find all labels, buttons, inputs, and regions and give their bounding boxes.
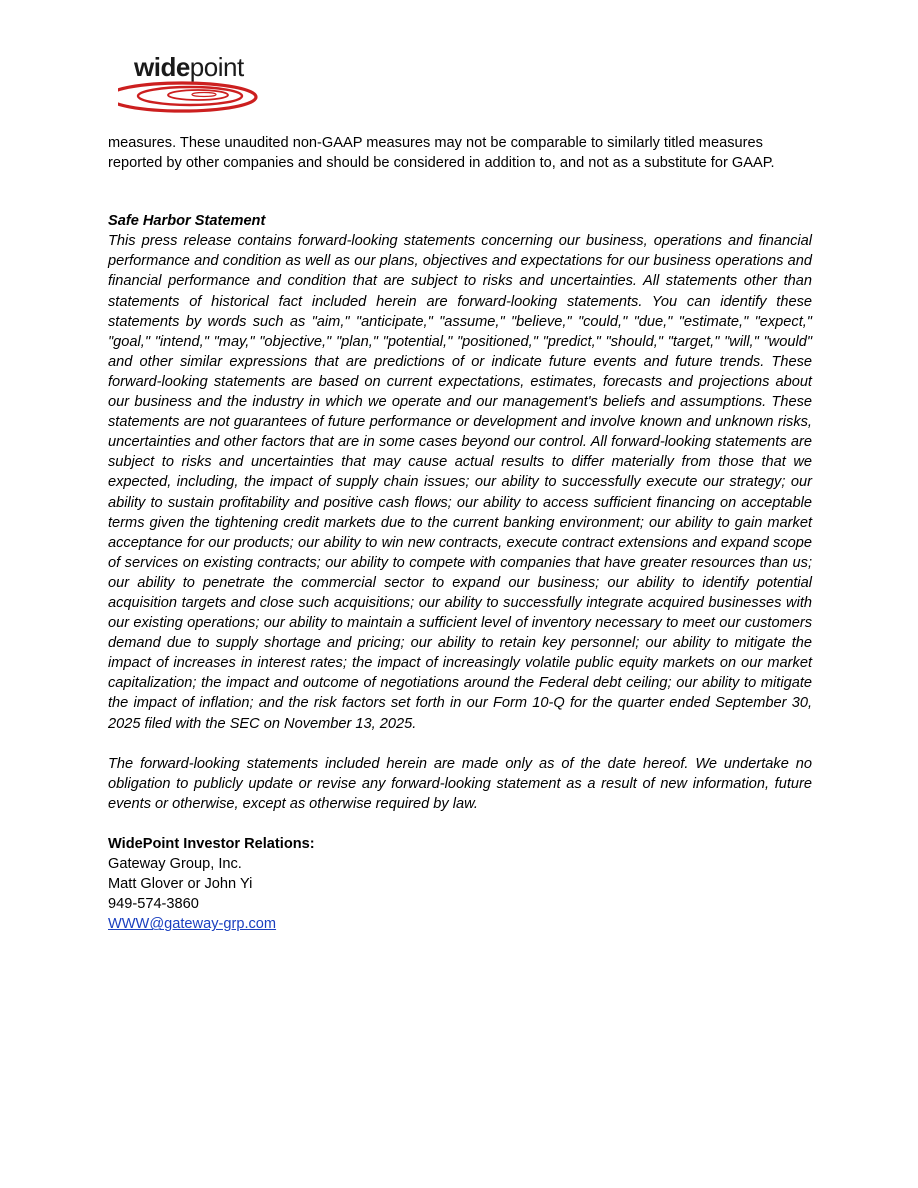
ir-company: Gateway Group, Inc. [108,856,242,872]
safe-harbor-title: Safe Harbor Statement [108,213,266,230]
logo-swoosh-icon [106,80,276,114]
spacer [108,173,812,194]
intro-paragraph: measures. These unaudited non-GAAP measures may not be comparable to similarly titled measures reported by other companies and should be considered in addition to, and not as a substitute for GAAP. [108,135,775,172]
spacer [108,814,812,834]
logo-text-bold: wide [134,52,190,82]
ir-email-link[interactable]: WWW@gateway-grp.com [108,916,277,933]
ir-contacts: Matt Glover or John Yi [108,876,253,893]
document-body [108,133,812,934]
ir-email-line [108,914,812,934]
spacer [108,194,812,211]
spacer [108,734,812,754]
logo-text-light: point [189,52,244,82]
safe-harbor-paragraph-2: The forward-looking statements included herein are made only as of the date hereof. We undertake no obligation to publicly update or revise any forward-looking statement as a result of new information, future events or otherwise, except as otherwise required by law. [108,755,812,812]
ir-phone: 949-574-3860 [108,896,199,913]
safe-harbor-paragraph-1: This press release contains forward-looking statements concerning our business, operations and financial performance and condition as well as our plans, objectives and expectations for our business operations and financial performance and condition that are subject to risks and uncertainties. All statements other than statements of historical fact included herein are forward-looking statements. You can identify these statements by words such as "aim," "anticipate," "assume," "believe," "could," "due," "estimate," "expect," "goal," "intend," "may," "objective," "plan," "potential," "positioned," "predict," "should," "target," "will," "would" and other similar expressions that are predictions of or indicate future events and future trends. These forward-looking statements are based on current expectations, estimates, forecasts and projections about our business and the industry in which we operate and our management's beliefs and assumptions. These statements are not guarantees of future performance or development and involve known and unknown risks, uncertainties and other factors that are in some cases beyond our control. All forward-looking statements are subject to risks and uncertainties that may cause actual results to differ materially from those that we expected, including, the impact of supply chain issues; our ability to successfully execute our strategy; our ability to sustain profitability and positive cash flows; our ability to access sufficient financing on acceptable terms given the tightening credit markets due to the current banking environment; our ability to gain market acceptance for our products; our ability to win new contracts, execute contract extensions and expand scope of services on existing contracts; our ability to compete with companies that have greater resources than us; our ability to penetrate the commercial sector to expand our business; our ability to identify potential acquisition targets and close such acquisitions; our ability to successfully integrate acquired businesses with our existing operations; our ability to maintain a sufficient level of inventory necessary to meet our customers demand due to supply shortage and pricing; our ability to retain key personnel; our ability to mitigate the impact of increases in interest rates; the impact of increasingly volatile public equity markets on our market capitalization; the impact and outcome of negotiations around the Federal debt ceiling; our ability to mitigate the impact of inflation; and the risk factors set forth in our Form 10-Q for the quarter ended September 30, 2025 filed with the SEC on November 13, 2025. [108,233,812,732]
widepoint-logo [106,52,276,118]
investor-relations-title: WidePoint Investor Relations: [108,835,315,852]
logo-wordmark [134,52,244,82]
